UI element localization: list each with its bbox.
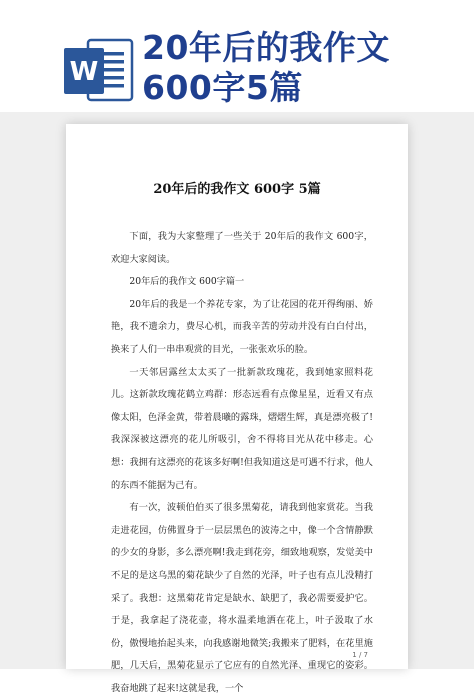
banner-title bbox=[142, 28, 462, 108]
word-icon-letter: W bbox=[69, 57, 99, 87]
document-body bbox=[111, 226, 373, 700]
page-number: 1 / 7 bbox=[352, 651, 368, 659]
paragraph-intro: 下面，我为大家整理了一些关于 20年后的我作文 600字，欢迎大家阅读。 bbox=[111, 231, 373, 265]
word-document-icon bbox=[62, 36, 136, 106]
document-page bbox=[66, 124, 408, 694]
banner-title-line2: 600字5篇 bbox=[142, 68, 303, 107]
paragraph: 有一次，波顿伯伯买了很多黑菊花，请我到他家赏花。当我走进花园，仿佛置身于一层层黑色的波涛之中，像一个含情静默的少女的身影，多么漂亮啊!我走到花旁，细致地观察，发觉美中不足的是这乌黑的菊花缺少了自然的光泽，叶子也有点儿没精打采了。我想：这黑菊花肯定是缺水、缺肥了，我必需要爱护它。于是，我拿起了浇花壶，将水温柔地洒在花上，叶子汲取了水份，傲慢地抬起头来，向我感谢地微笑;我搬来了肥料，在花里施肥，几天后，黑菊花显示了它应有的自然光泽、重现它的姿彩。我奋地跳了起来!这就是我，一个 bbox=[111, 502, 373, 694]
document-title: 20年后的我作文 600字 5篇 bbox=[153, 182, 321, 197]
banner-title-line1: 20年后的我作文 bbox=[142, 28, 390, 67]
paragraph-heading: 20年后的我作文 600字篇一 bbox=[129, 276, 245, 288]
paragraph: 20年后的我是一个养花专家，为了让花园的花开得绚丽、娇艳，我不遗余力，费尽心机，而我辛苦的劳动并没有白白付出，换来了人们一串串观赏的目光，一张张欢乐的脸。 bbox=[111, 298, 373, 355]
header-banner bbox=[0, 0, 474, 112]
paragraph: 一天邻居露丝太太买了一批新款玫瑰花，我到她家照料花儿。这新款玫瑰花鹤立鸡群：形态远看有点像星星，近看又有点像太阳，色泽金黄，带着晨曦的露珠，熠熠生辉，真是漂亮极了!我深深被这漂亮的花儿所吸引，舍不得将目光从花中移走。心想：我拥有这漂亮的花该多好啊!但我知道这是可遇不行求，他人的东西不能据为己有。 bbox=[111, 366, 373, 491]
